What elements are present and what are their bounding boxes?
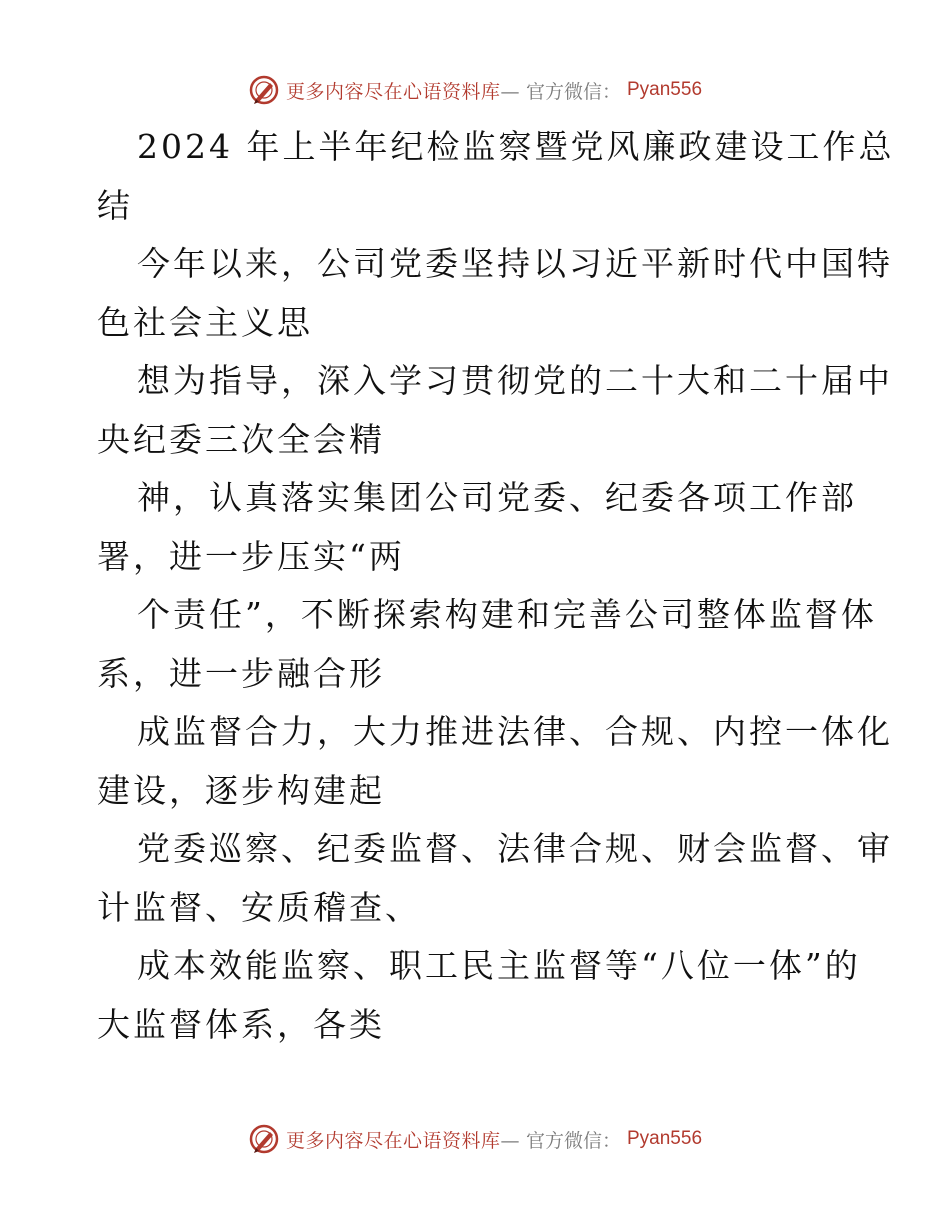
text-line: 神，认真落实集团公司党委、纪委各项工作部: [137, 478, 857, 517]
text-line: 署，进一步压实“两: [97, 536, 405, 576]
text-line: 计监督、安质稽查、: [97, 887, 421, 927]
text-line: 个责任”，不断探索构建和完善公司整体监督体: [137, 595, 877, 634]
banner-site-text: 更多内容尽在心语资料库—: [285, 80, 520, 103]
text-line: 成监督合力，大力推进法律、合规、内控一体化: [137, 712, 893, 751]
text-line: 2024 年上半年纪检监察暨党风廉政建设工作总: [137, 127, 895, 166]
banner-wechat-id: Pyan556: [627, 1128, 703, 1149]
header-banner[interactable]: [0, 70, 950, 110]
text-line: 大监督体系，各类: [97, 1004, 385, 1044]
banner-wechat-label: 官方微信：: [525, 1129, 621, 1152]
text-line: 党委巡察、纪委监督、法律合规、财会监督、审: [137, 829, 893, 868]
text-line: 央纪委三次全会精: [97, 419, 385, 459]
text-line: 结: [97, 185, 133, 225]
text-line: 成本效能监察、职工民主监督等“八位一体”的: [137, 946, 861, 985]
document-body: [97, 118, 895, 1054]
text-line: 建设，逐步构建起: [97, 770, 385, 810]
text-line: 想为指导，深入学习贯彻党的二十大和二十届中: [137, 361, 893, 400]
banner-wechat-id: Pyan556: [627, 79, 703, 100]
pen-seal-logo-icon: [248, 1123, 280, 1155]
banner-site-text: 更多内容尽在心语资料库—: [285, 1129, 520, 1152]
pen-seal-logo-icon: [248, 74, 280, 106]
footer-banner[interactable]: [0, 1119, 950, 1159]
text-line: 色社会主义思: [97, 302, 313, 342]
banner-wechat-label: 官方微信：: [525, 80, 621, 103]
text-line: 今年以来，公司党委坚持以习近平新时代中国特: [137, 244, 893, 283]
text-line: 系，进一步融合形: [97, 653, 385, 693]
